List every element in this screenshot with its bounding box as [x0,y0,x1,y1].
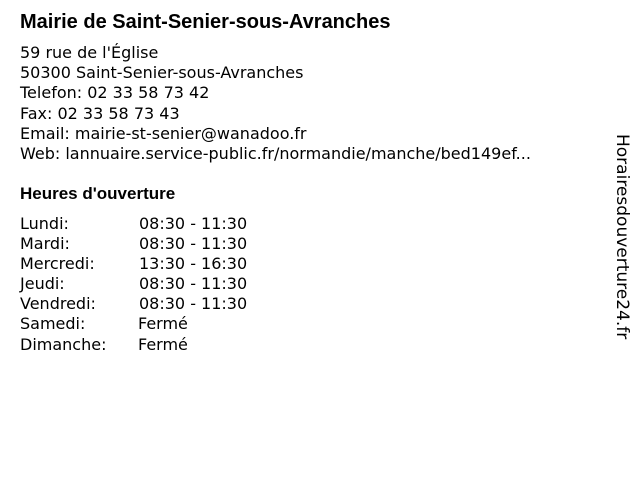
day-label: Vendredi: [20,294,96,314]
time-value: Fermé [138,314,188,334]
time-value: 08:30 - 11:30 [139,214,248,233]
hours-row-friday [20,294,320,314]
phone-number: Telefon: 02 33 58 73 42 [20,83,210,103]
hours-row-monday [20,214,320,234]
contact-info [20,43,531,164]
watermark-text: Horairesdouverture24.fr [612,134,632,340]
hours-row-tuesday [20,234,320,254]
opening-hours-table [20,214,320,355]
time-value: 13:30 - 16:30 [139,254,248,274]
time-value: 08:30 - 11:30 [139,294,248,314]
opening-hours-heading: Heures d'ouverture [20,184,176,203]
time-value: Fermé [138,334,188,354]
time-value: 08:30 - 11:30 [139,274,248,294]
day-label: Jeudi: [20,274,65,294]
time-value: 08:30 - 11:30 [139,234,248,254]
hours-row-saturday [20,314,320,334]
day-label: Mardi: [20,234,70,254]
day-label: Mercredi: [20,254,95,274]
hours-row-thursday [20,274,320,294]
hours-row-wednesday [20,254,320,274]
day-label: Lundi: [20,214,69,233]
day-label: Dimanche: [20,334,107,354]
email-address: Email: mairie-st-senier@wanadoo.fr [20,123,307,143]
address-city: 50300 Saint-Senier-sous-Avranches [20,63,304,83]
address-street: 59 rue de l'Église [20,43,159,62]
website-url: Web: lannuaire.service-public.fr/normandie/manche/bed149ef... [20,143,531,163]
page-title: Mairie de Saint-Senier-sous-Avranches [20,11,391,33]
fax-number: Fax: 02 33 58 73 43 [20,103,180,123]
day-label: Samedi: [20,314,86,334]
site-watermark [611,134,635,374]
hours-row-sunday [20,335,320,355]
